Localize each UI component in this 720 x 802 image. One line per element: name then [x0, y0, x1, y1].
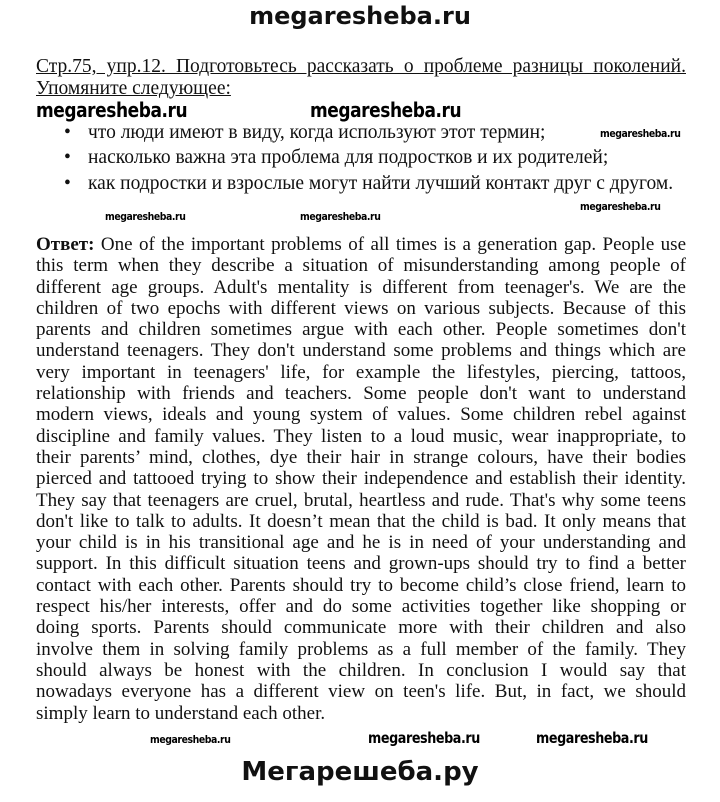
- answer-line-text: modern views, ideals and young system of values. Some children rebel against: [36, 404, 686, 426]
- answer-line-text: your child is in his transitional age and he is in need of your understanding and: [36, 532, 686, 554]
- answer-line-text: simply learn to understand each other.: [36, 702, 326, 724]
- list-item-text: насколько важна эта проблема для подростков и их родителей;: [88, 147, 609, 168]
- watermark: megaresheba.ru: [36, 98, 188, 122]
- task-title: Стр.75, упр.12. Подготовьтесь рассказать о проблеме разницы поколений.: [36, 56, 686, 77]
- answer-line-text: children of two epochs with different views on various subjects. Because of this: [36, 297, 686, 319]
- watermark: megaresheba.ru: [536, 729, 648, 747]
- answer-line: [36, 596, 686, 617]
- answer-line: [36, 490, 686, 511]
- answer-line: [36, 681, 686, 702]
- bullet-icon: •: [64, 122, 71, 143]
- answer-line-text: nowadays everyone has a different view on teen's life. But, in fact, we should: [36, 681, 686, 703]
- watermark: megaresheba.ru: [150, 733, 231, 746]
- list-item: [64, 147, 608, 169]
- answer-line: [36, 617, 686, 638]
- answer-line: [36, 468, 686, 489]
- answer-line: [36, 703, 686, 724]
- list-item: [64, 173, 673, 195]
- answer-line: [36, 532, 686, 553]
- answer-line-text: parents and children sometimes argue with each other. People sometimes don't: [36, 319, 686, 341]
- list-item: [64, 122, 545, 144]
- bullet-icon: •: [64, 173, 71, 194]
- answer-line: [36, 447, 686, 468]
- answer-line-text: should always be honest with the children. In conclusion I would say that: [36, 659, 686, 681]
- answer-line-text: respect his/her interests, offer and do some activities together like shopping or: [36, 596, 686, 618]
- answer-line: [36, 404, 686, 425]
- watermark: megaresheba.ru: [368, 729, 480, 747]
- site-header: megaresheba.ru: [249, 2, 471, 30]
- answer-line: [36, 277, 686, 298]
- answer-line: [36, 234, 686, 255]
- answer-line: [36, 298, 686, 319]
- answer-line-text: support. In this difficult situation teens and grown-ups should try to find a better: [36, 553, 686, 575]
- answer-line-text: They say that teenagers are cruel, brutal, heartless and rude. That's why some teens: [36, 489, 686, 511]
- answer-line-text: doing sports. Parents should communicate more with their children and also: [36, 617, 686, 639]
- watermark: megaresheba.ru: [600, 127, 681, 140]
- answer-line: [36, 511, 686, 532]
- list-item-text: как подростки и взрослые могут найти лучший контакт друг с другом.: [88, 173, 674, 194]
- answer-line: [36, 426, 686, 447]
- site-footer: Мегарешеба.ру: [241, 757, 479, 787]
- task-subtitle: Упомяните следующее:: [36, 78, 231, 99]
- answer-line-text: pierced and tattooed trying to show their independence and establish their identity.: [36, 468, 686, 490]
- answer-line-text: different age groups. Adult's mentality is different from teenager's. We are the: [36, 276, 686, 298]
- answer-line: [36, 553, 686, 574]
- answer-line: [36, 575, 686, 596]
- answer-line: [36, 255, 686, 276]
- list-item-text: что люди имеют в виду, когда используют этот термин;: [88, 122, 546, 143]
- answer-label: Ответ:: [36, 234, 95, 255]
- answer-line: [36, 660, 686, 681]
- bullet-icon: •: [64, 147, 71, 168]
- watermark: megaresheba.ru: [300, 210, 381, 223]
- answer-line-text: involve them in solving family problems as a full member of the family. They: [36, 638, 686, 660]
- answer-line: [36, 340, 686, 361]
- answer-line: [36, 362, 686, 383]
- watermark: megaresheba.ru: [580, 200, 661, 213]
- answer-line-text: don't like to talk to adults. It doesn’t mean that the child is bad. It only means that: [36, 510, 686, 532]
- answer-line-text: their parents’ mind, clothes, dye their hair in strange colours, have their bodies: [36, 446, 686, 468]
- answer-line-text: this term when they describe a situation of misunderstanding among people of: [36, 255, 686, 277]
- watermark: megaresheba.ru: [310, 98, 462, 122]
- answer-text: [36, 234, 686, 724]
- watermark: megaresheba.ru: [105, 210, 186, 223]
- answer-line-text: One of the important problems of all times is a generation gap. People use: [100, 234, 687, 255]
- answer-line: [36, 383, 686, 404]
- answer-line-text: discipline and family values. They listen to a loud music, wear inappropriate, to: [36, 425, 686, 447]
- answer-line: [36, 639, 686, 660]
- answer-line-text: very important in teenagers' life, for example the lifestyles, piercing, tattoos,: [36, 361, 686, 383]
- answer-line-text: contact with each other. Parents should try to become child’s close friend, learn to: [36, 574, 686, 596]
- answer-line: [36, 319, 686, 340]
- answer-line-text: understand teenagers. They don't understand some problems and things which are: [36, 340, 686, 362]
- answer-line-text: relationship with friends and teachers. Some people don't want to understand: [36, 383, 686, 405]
